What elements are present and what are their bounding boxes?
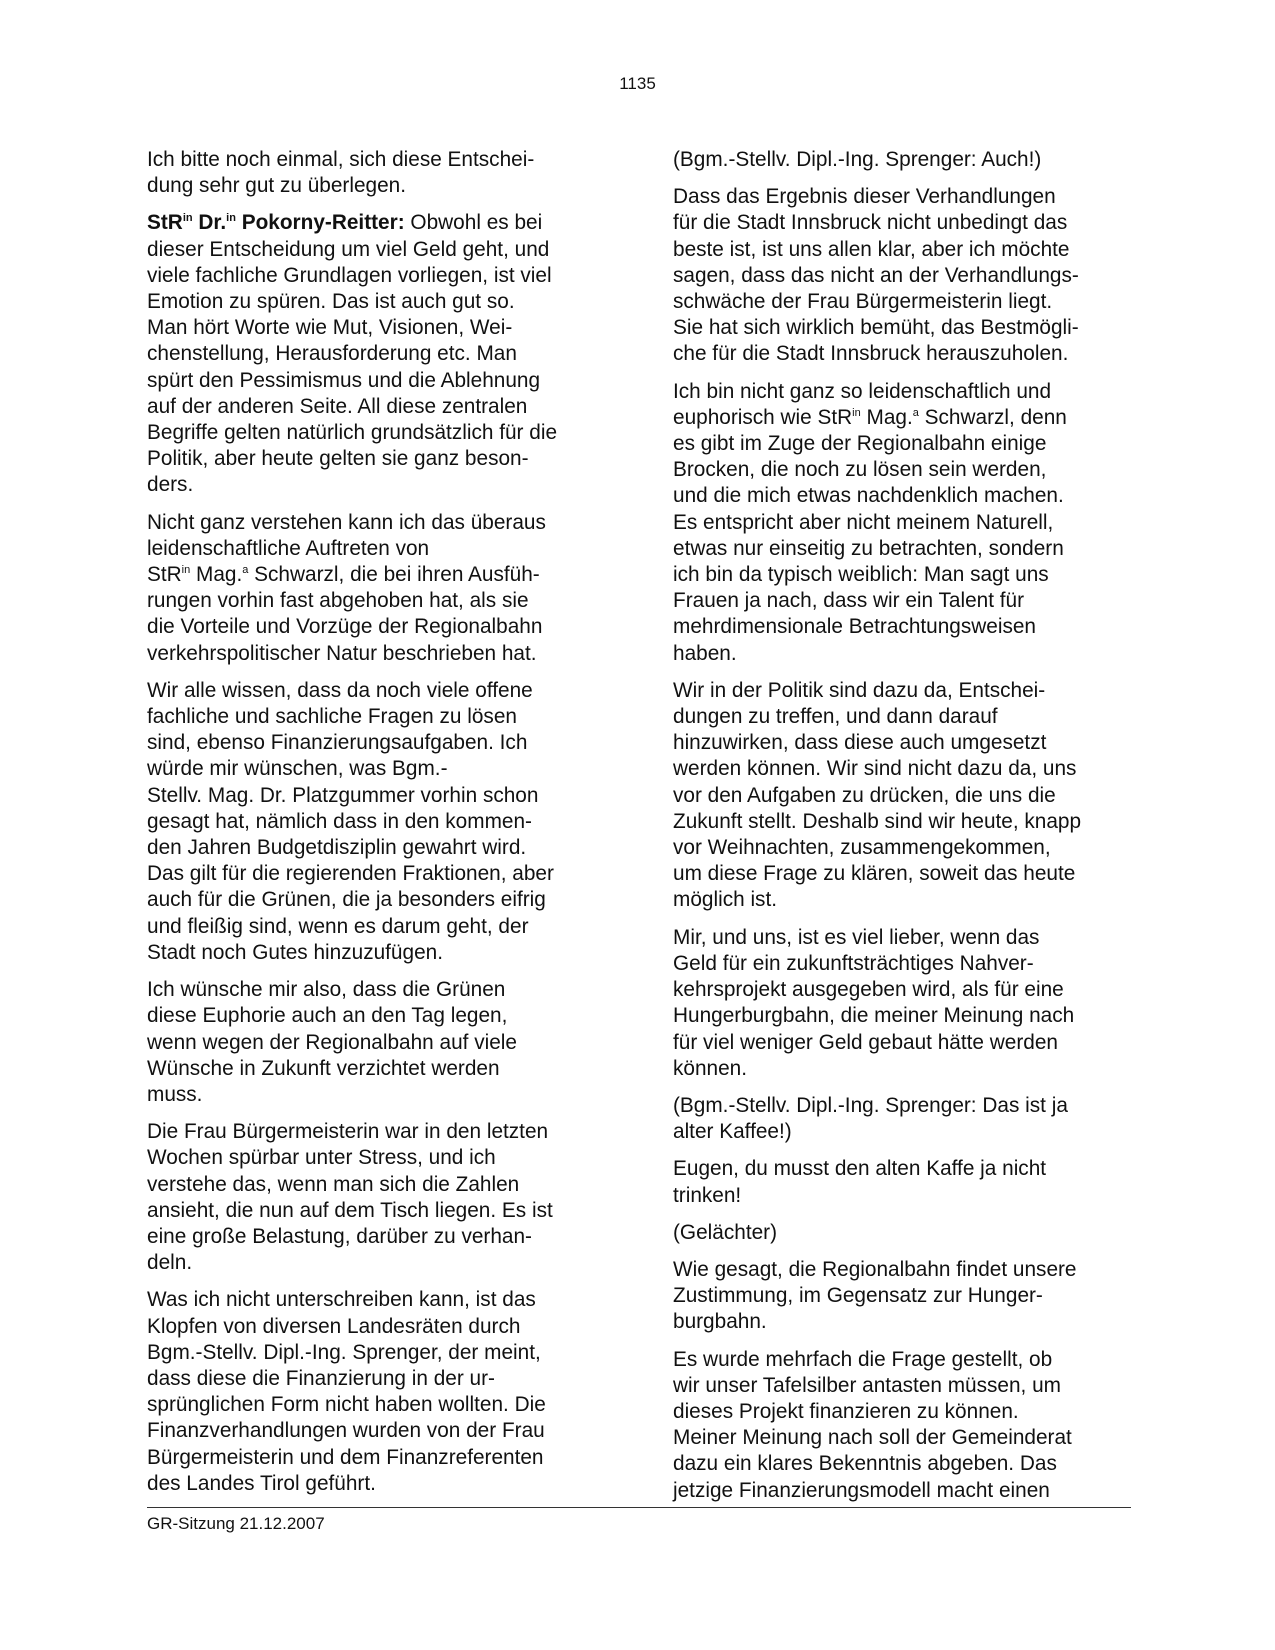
- footer-divider: [147, 1507, 1131, 1508]
- text-line: Mag.: [860, 405, 913, 429]
- text-line: möglich ist.: [673, 888, 778, 912]
- text-line: Finanzverhandlungen wurden von der Frau: [147, 1419, 545, 1443]
- page-number: 1135: [619, 74, 656, 93]
- interjection: [673, 147, 1133, 173]
- interjection: [673, 1093, 1133, 1145]
- text-line: Ich wünsche mir also, dass die Grünen: [147, 978, 506, 1002]
- text-line: Stellv. Mag. Dr. Platzgummer vorhin schon: [147, 783, 539, 807]
- text-line: Politik, aber heute gelten sie ganz beson-: [147, 447, 529, 471]
- superscript: in: [181, 564, 191, 577]
- speaker-title: Dr.: [192, 211, 227, 235]
- superscript: in: [852, 406, 861, 419]
- text-line: Schwarzl, die bei ihren Ausfüh-: [248, 563, 540, 587]
- text-line: Bgm.-Stellv. Dipl.-Ing. Sprenger, der meint,: [147, 1340, 541, 1364]
- paragraph: [147, 510, 599, 667]
- text-line: mehrdimensionale Betrachtungsweisen: [673, 615, 1036, 639]
- text-line: alter Kaffee!): [673, 1120, 792, 1144]
- text-line: Es entspricht aber nicht meinem Naturell,: [673, 510, 1054, 534]
- text-line: Nicht ganz verstehen kann ich das überaus: [147, 510, 546, 534]
- text-line: trinken!: [673, 1183, 742, 1207]
- text-line: den Jahren Budgetdisziplin gewahrt wird.: [147, 836, 527, 860]
- text-line: viele fachliche Grundlagen vorliegen, ist viel: [147, 263, 552, 287]
- text-line: Bürgermeisterin und dem Finanzreferenten: [147, 1445, 544, 1469]
- text-line: Begriffe gelten natürlich grundsätzlich für die: [147, 421, 558, 445]
- text-line: würde mir wünschen, was Bgm.-: [147, 757, 448, 781]
- text-line: sagen, dass das nicht an der Verhandlungs-: [673, 263, 1079, 287]
- text-line: dass diese die Finanzierung in der ur-: [147, 1366, 495, 1390]
- text-line: Sie hat sich wirklich bemüht, das Bestmögli-: [673, 316, 1079, 340]
- text-line: Das gilt für die regierenden Fraktionen, aber: [147, 862, 554, 886]
- text-line: eine große Belastung, darüber zu verhan-: [147, 1224, 532, 1248]
- text-line: Was ich nicht unterschreiben kann, ist das: [147, 1288, 536, 1312]
- text-line: Obwohl es bei: [404, 211, 543, 235]
- text-line: Schwarzl, denn: [918, 405, 1067, 429]
- text-line: Emotion zu spüren. Das ist auch gut so.: [147, 290, 515, 314]
- text-line: und die mich etwas nachdenklich machen.: [673, 484, 1064, 508]
- text-line: auch für die Grünen, die ja besonders eifrig: [147, 888, 546, 912]
- text-line: wenn wegen der Regionalbahn auf viele: [147, 1030, 517, 1054]
- paragraph: [673, 184, 1133, 367]
- paragraph: [673, 1347, 1133, 1504]
- text-line: sind, ebenso Finanzierungsaufgaben. Ich: [147, 731, 528, 755]
- text-line: des Landes Tirol geführt.: [147, 1471, 376, 1495]
- text-line: etwas nur einseitig zu betrachten, sondern: [673, 536, 1064, 560]
- text-line: che für die Stadt Innsbruck herauszuholen.: [673, 342, 1069, 366]
- right-column: [673, 147, 1133, 1515]
- text-line: StR: [147, 563, 182, 587]
- text-line: spürt den Pessimismus und die Ablehnung: [147, 368, 541, 392]
- speaker-name: [147, 211, 405, 234]
- text-line: Ich bin nicht ganz so leidenschaftlich und: [673, 379, 1052, 403]
- text-line: Wie gesagt, die Regionalbahn findet unsere: [673, 1257, 1077, 1281]
- text-line: Wünsche in Zukunft verzichtet werden: [147, 1056, 500, 1080]
- text-line: euphorisch wie StR: [673, 405, 853, 429]
- text-line: sprünglichen Form nicht haben wollten. Die: [147, 1393, 546, 1417]
- text-line: rungen vorhin fast abgehoben hat, als sie: [147, 589, 529, 613]
- text-line: muss.: [147, 1082, 203, 1106]
- text-line: für viel weniger Geld gebaut hätte werden: [673, 1030, 1058, 1054]
- text-line: kehrsprojekt ausgegeben wird, als für eine: [673, 978, 1064, 1002]
- text-line: leidenschaftliche Auftreten von: [147, 536, 430, 560]
- text-line: dazu ein klares Bekenntnis abgeben. Das: [673, 1452, 1057, 1476]
- text-line: vor Weihnachten, zusammengekommen,: [673, 836, 1051, 860]
- text-line: (Bgm.-Stellv. Dipl.-Ing. Sprenger: Das ist ja: [673, 1093, 1068, 1117]
- paragraph: [147, 1287, 599, 1497]
- text-line: die Vorteile und Vorzüge der Regionalbahn: [147, 615, 543, 639]
- text-line: werden können. Wir sind nicht dazu da, uns: [673, 757, 1077, 781]
- text-line: Hungerburgbahn, die meiner Meinung nach: [673, 1004, 1075, 1028]
- text-line: für die Stadt Innsbruck nicht unbedingt das: [673, 211, 1068, 235]
- footer-text: GR-Sitzung 21.12.2007: [147, 1514, 325, 1533]
- text-line: Brocken, die noch zu lösen sein werden,: [673, 458, 1047, 482]
- text-line: vor den Aufgaben zu drücken, die uns die: [673, 783, 1056, 807]
- text-line: dung sehr gut zu überlegen.: [147, 174, 406, 198]
- text-line: Klopfen von diversen Landesräten durch: [147, 1314, 521, 1338]
- superscript: in: [226, 212, 236, 225]
- text-line: diese Euphorie auch an den Tag legen,: [147, 1004, 508, 1028]
- text-line: Mir, und uns, ist es viel lieber, wenn das: [673, 925, 1040, 949]
- text-line: ders.: [147, 473, 194, 497]
- text-line: Man hört Worte wie Mut, Visionen, Wei-: [147, 316, 513, 340]
- text-line: jetzige Finanzierungsmodell macht einen: [673, 1478, 1050, 1502]
- text-line: Zukunft stellt. Deshalb sind wir heute, knapp: [673, 809, 1082, 833]
- paragraph: [673, 379, 1133, 667]
- text-line: gesagt hat, nämlich dass in den kommen-: [147, 809, 532, 833]
- text-line: Ich bitte noch einmal, sich diese Entschei-: [147, 148, 535, 171]
- text-line: Meiner Meinung nach soll der Gemeinderat: [673, 1426, 1072, 1450]
- text-line: Mag.: [190, 563, 243, 587]
- text-line: fachliche und sachliche Fragen zu lösen: [147, 705, 517, 729]
- text-line: deln.: [147, 1251, 193, 1275]
- speaker-title: StR: [147, 211, 183, 235]
- text-line: dungen zu treffen, und dann darauf: [673, 705, 998, 729]
- text-line: Frauen ja nach, dass wir ein Talent für: [673, 589, 1025, 613]
- text-line: Stadt noch Gutes hinzuzufügen.: [147, 940, 443, 964]
- text-line: beste ist, ist uns allen klar, aber ich möchte: [673, 237, 1070, 261]
- text-line: ich bin da typisch weiblich: Man sagt uns: [673, 563, 1049, 587]
- text-line: (Gelächter): [673, 1220, 778, 1244]
- text-line: verstehe das, wenn man sich die Zahlen: [147, 1172, 520, 1196]
- paragraph: [147, 1119, 599, 1276]
- text-line: Zustimmung, im Gegensatz zur Hunger-: [673, 1284, 1043, 1308]
- text-line: chenstellung, Herausforderung etc. Man: [147, 342, 517, 366]
- text-line: haben.: [673, 641, 737, 665]
- left-column: [147, 147, 599, 1508]
- text-line: und fleißig sind, wenn es darum geht, der: [147, 914, 529, 938]
- text-line: es gibt im Zuge der Regionalbahn einige: [673, 432, 1047, 456]
- paragraph: [147, 977, 599, 1108]
- text-line: dieser Entscheidung um viel Geld geht, und: [147, 237, 550, 261]
- text-line: um diese Frage zu klären, soweit das heute: [673, 862, 1076, 886]
- text-line: Es wurde mehrfach die Frage gestellt, ob: [673, 1347, 1053, 1371]
- text-line: hinzuwirken, dass diese auch umgesetzt: [673, 731, 1047, 755]
- text-line: dieses Projekt finanzieren zu können.: [673, 1399, 1019, 1423]
- text-line: Geld für ein zukunftsträchtiges Nahver-: [673, 951, 1034, 975]
- speaker-paragraph: [147, 210, 599, 498]
- text-line: wir unser Tafelsilber antasten müssen, um: [673, 1373, 1062, 1397]
- text-line: burgbahn.: [673, 1310, 767, 1334]
- text-line: verkehrspolitischer Natur beschrieben hat.: [147, 641, 537, 665]
- paragraph: [673, 678, 1133, 914]
- text-line: schwäche der Frau Bürgermeisterin liegt.: [673, 290, 1053, 314]
- text-line: Wir in der Politik sind dazu da, Entschei-: [673, 678, 1046, 702]
- text-line: auf der anderen Seite. All diese zentralen: [147, 394, 528, 418]
- text-line: Wochen spürbar unter Stress, und ich: [147, 1146, 496, 1170]
- superscript: a: [912, 406, 919, 419]
- superscript: in: [182, 212, 193, 225]
- paragraph: [147, 678, 599, 966]
- interjection: [673, 1220, 1133, 1246]
- text-line: Dass das Ergebnis dieser Verhandlungen: [673, 185, 1056, 209]
- text-line: Eugen, du musst den alten Kaffe ja nicht: [673, 1157, 1047, 1181]
- text-line: ansieht, die nun auf dem Tisch liegen. Es ist: [147, 1198, 553, 1222]
- paragraph: [147, 147, 599, 199]
- paragraph: [673, 1156, 1133, 1208]
- text-line: Wir alle wissen, dass da noch viele offene: [147, 678, 533, 702]
- text-line: (Bgm.-Stellv. Dipl.-Ing. Sprenger: Auch!): [673, 148, 1042, 171]
- paragraph: [673, 1257, 1133, 1336]
- superscript: a: [242, 564, 249, 577]
- text-line: Die Frau Bürgermeisterin war in den letzten: [147, 1120, 549, 1144]
- paragraph: [673, 925, 1133, 1082]
- text-line: können.: [673, 1056, 748, 1080]
- speaker-surname: Pokorny-Reitter:: [235, 211, 405, 235]
